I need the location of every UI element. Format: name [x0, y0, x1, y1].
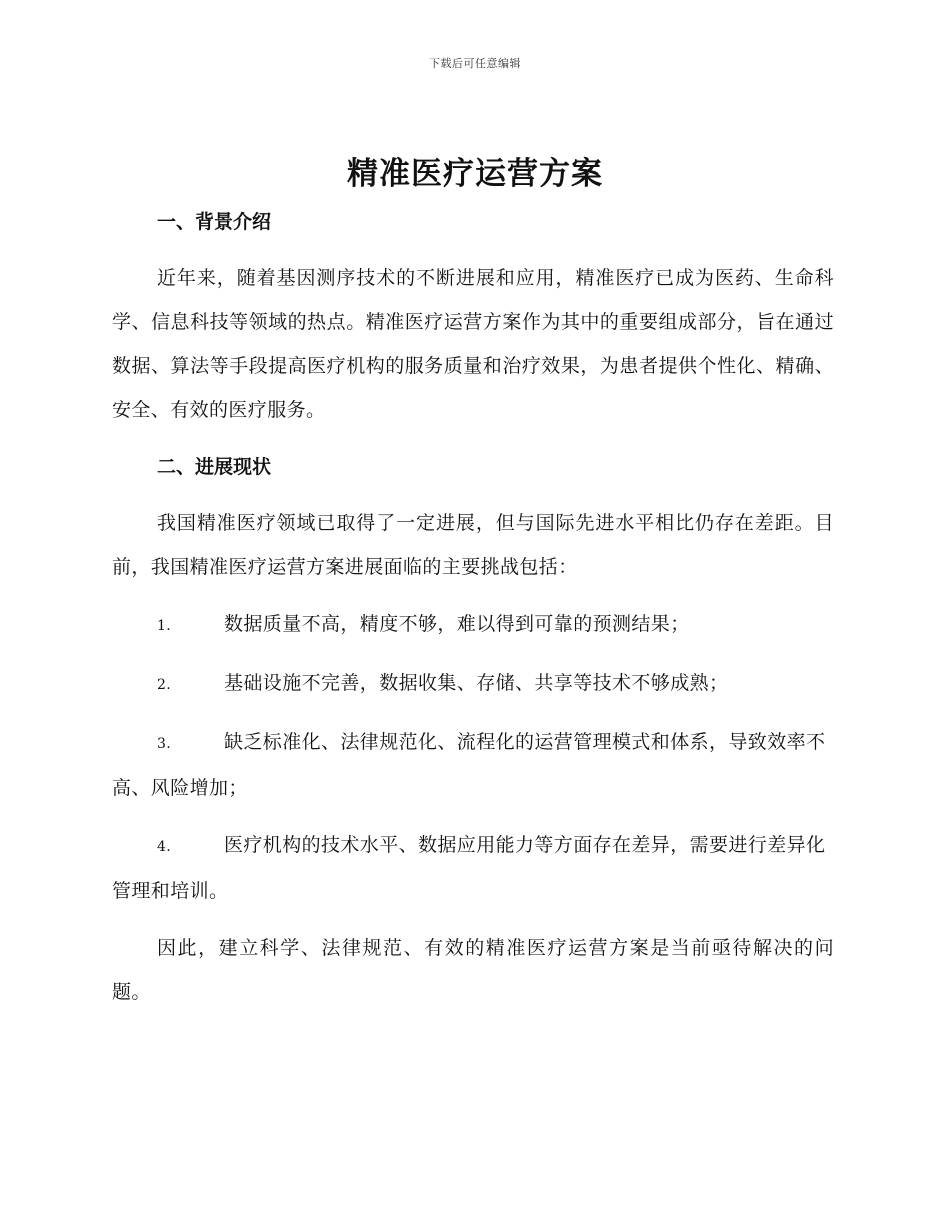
list-item-number: 3. [157, 736, 172, 752]
list-item [112, 720, 834, 810]
list-item [112, 823, 834, 913]
list-item [112, 661, 834, 707]
list-item-text: 基础设施不完善，数据收集、存储、共享等技术不够成熟； [224, 672, 729, 694]
list-item [112, 602, 834, 648]
status-paragraph: 我国精准医疗领域已取得了一定进展，但与国际先进水平相比仍存在差距。目前，我国精准医疗运营方案进展面临的主要挑战包括： [112, 512, 834, 578]
header-note: 下载后可任意编辑 [429, 57, 521, 70]
section-heading-background: 一、背景介绍 [157, 211, 272, 233]
background-paragraph: 近年来，随着基因测序技术的不断进展和应用，精准医疗已成为医药、生命科学、信息科技等领域的热点。精准医疗运营方案作为其中的重要组成部分，旨在通过数据、算法等手段提高医疗机构的服务质量和治疗效果，为患者提供个性化、精确、安全、有效的医疗服务。 [112, 267, 834, 421]
document-body [112, 200, 834, 1014]
list-item-number: 2. [157, 677, 172, 693]
list-item-number: 1. [157, 618, 172, 634]
list-item-text: 数据质量不高，精度不够，难以得到可靠的预测结果； [224, 613, 690, 635]
page-title: 精准医疗运营方案 [347, 156, 603, 192]
conclusion-paragraph: 因此，建立科学、法律规范、有效的精准医疗运营方案是当前亟待解决的问题。 [112, 937, 834, 1003]
list-item-number: 4. [157, 839, 172, 855]
section-heading-status: 二、进展现状 [157, 456, 272, 478]
list-item-text: 医疗机构的技术水平、数据应用能力等方面存在差异，需要进行差异化管理和培训。 [112, 834, 826, 902]
list-item-text: 缺乏标准化、法律规范化、流程化的运营管理模式和体系，导致效率不高、风险增加； [112, 731, 826, 799]
